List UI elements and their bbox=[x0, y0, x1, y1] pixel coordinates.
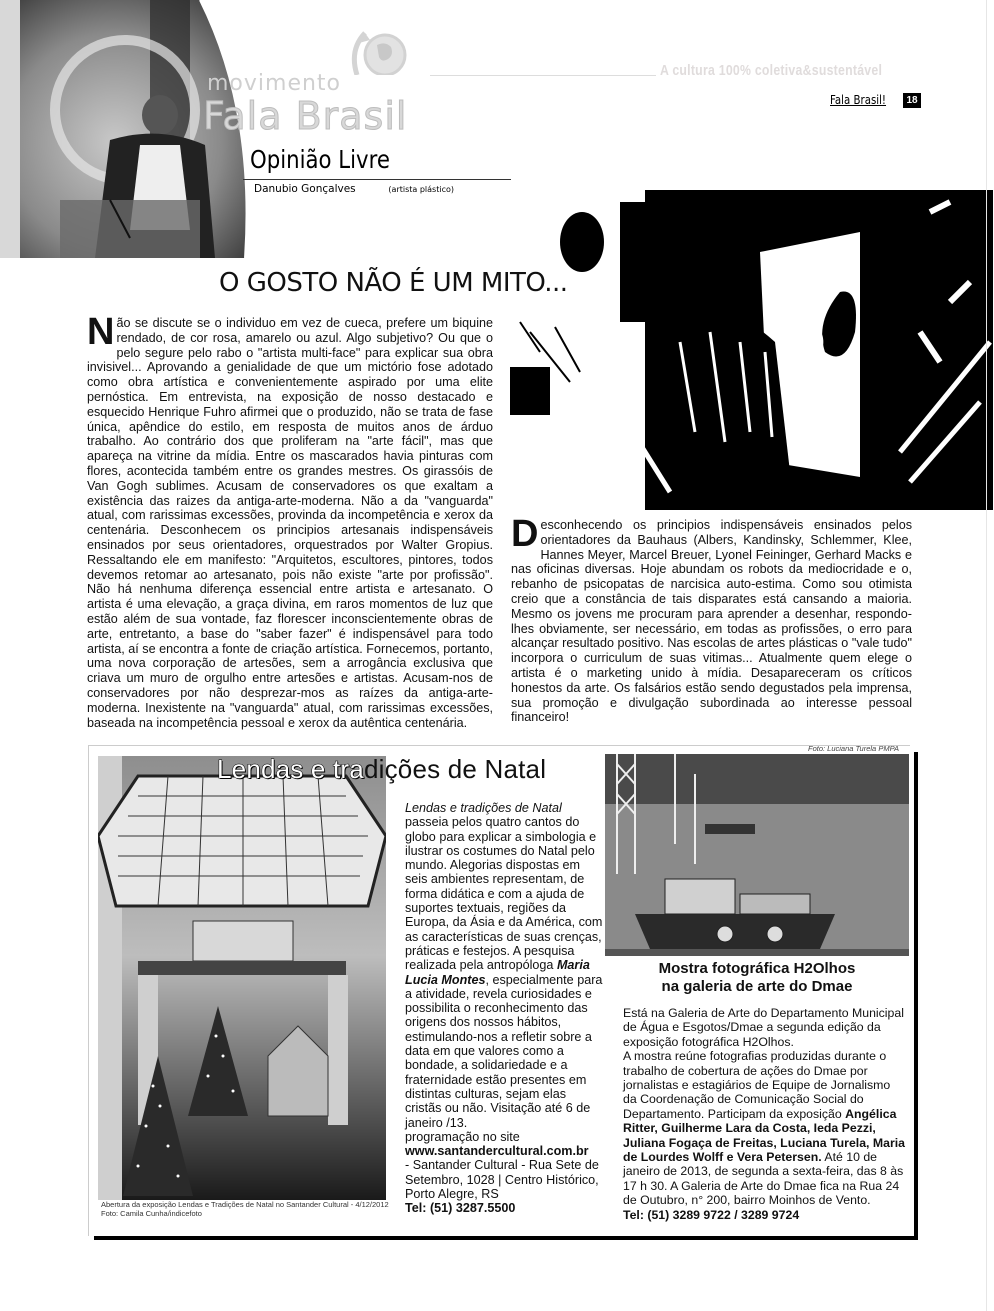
tagline: A cultura 100% coletiva&sustentável bbox=[660, 62, 883, 79]
h2o-title-line-2: na galeria de arte do Dmae bbox=[661, 978, 853, 995]
h2o-title bbox=[605, 960, 909, 996]
logo-movimento: movimento bbox=[207, 71, 342, 96]
anthropologist-name: Maria Lucia Montes bbox=[405, 958, 590, 987]
natal-title bbox=[217, 754, 546, 784]
h2o-body bbox=[623, 1006, 907, 1222]
natal-body bbox=[405, 801, 605, 1216]
h2o-body-1: Está na Galeria de Arte do Departamento Municipal de Água e Esgotos/Dmae a segunda edição da exposição fotográfica H2Olhos. bbox=[623, 1006, 904, 1049]
header-rule bbox=[430, 75, 656, 76]
santander-address: - Santander Cultural - Rua Sete de Setembro, 1028 | Centro Histórico, Porto Alegre, RS bbox=[405, 1158, 599, 1202]
caption-line-1: Abertura da exposição Lendas e Tradições de Natal no Santander Cultural - 4/12/2012 bbox=[101, 1200, 389, 1209]
h2o-photo-credit: Foto: Luciana Turela PMPA bbox=[808, 744, 900, 753]
article-headline: O GOSTO NÃO É UM MITO... bbox=[219, 268, 568, 298]
caption-line-2: Foto: Camila Cunha/indicefoto bbox=[101, 1208, 202, 1218]
logo-globe-icon bbox=[335, 25, 425, 75]
box-shadow-right bbox=[914, 752, 918, 1240]
logo-fala-brasil: Fala Brasil bbox=[203, 94, 408, 138]
article-left-column bbox=[87, 311, 494, 730]
page-number: 18 bbox=[903, 93, 921, 108]
dropcap-d: D bbox=[511, 513, 539, 555]
natal-title-outline: Lendas e tra bbox=[217, 754, 364, 784]
painter-artwork-image bbox=[510, 182, 993, 512]
h2o-phone: Tel: (51) 3289 9722 / 3289 9724 bbox=[623, 1207, 800, 1222]
author-role: (artista plástico) bbox=[388, 185, 454, 194]
h2o-participants: Angélica Ritter, Guilherme Lara da Costa, Ieda Pezzi, Juliana Fogaça de Freitas, Luciana Turela, Maria de Lourdes Wolff e Vera Petersen. bbox=[623, 1106, 906, 1165]
natal-title-solid: dições de Natal bbox=[363, 754, 547, 784]
natal-photo-caption bbox=[101, 1201, 389, 1218]
logo-wordmark bbox=[203, 72, 407, 136]
author-name: Danubio Gonçalves bbox=[254, 183, 356, 195]
article-right-text: esconhecendo os principios indispensáveis ensinados pelos orientadores da Bauhaus (Albers, Kandinsky, Schlemmer, Klee, Hannes Meyer, Marcel Breuer, Lyonel Feininger, Gerhard Macks e nas oficinas diversas. Hoje abundam os robots da mediocridade e o, rebanho de psicopatas de narcisica auto-estima. Como sou otimista creio que a constância de tais disparates está cansando a maioria. Mesmo os jovens me procuram para aprender a desenhar, respondo-lhes obviamente, ser necessário, em todas as profissões, o erro para alcançar resultado positivo. Nas escolas de artes plásticas o "vale tudo" incorpora o curriculum de suas vitimas... Atualmente quem elege o artista é o marketing unido à mídia. Desapareceram os críticos honestos da arte. Os falsários estão sendo degustados pela imprensa, sua promoção e divulgação subordinada ao interesse pessoal financeiro! bbox=[511, 518, 912, 725]
h2o-body-2: A mostra reúne fotografias produzidas durante o trabalho de cobertura de ações do Dmae por jornalistas e estagiários de Equipe de Jornalismo da Coordenação de Comunicação Social do Departamento. Participam da exposição bbox=[623, 1049, 891, 1121]
h2o-title-line-1: Mostra fotográfica H2Olhos bbox=[658, 960, 856, 977]
page-edge bbox=[986, 0, 987, 1311]
program-label: programação no site bbox=[405, 1129, 520, 1144]
natal-body-text-2: , especialmente para a atividade, revela curiosidades e possibilita o reconhecimento das origens dos nossos hábitos, estimulando-nos a refletir sobre a data em que valores como a bondade, a solidariedade e a fraternidade estão presentes em distintas culturas, sejam elas cristãs ou não. Visitação até 6 de janeiro /13. bbox=[405, 972, 603, 1130]
h2o-body-3: Até 10 de janeiro de 2013, de segunda a sexta-feira, das 8 às 17 h 30. A Galeria de Arte do Dmae fica na Rua 24 de Outubro, n° 200, bairro Moinhos de Vento. bbox=[623, 1150, 904, 1208]
section-rule bbox=[243, 179, 511, 180]
section-title: Opinião Livre bbox=[250, 145, 390, 174]
article-right-column bbox=[511, 513, 912, 725]
box-shadow-bottom bbox=[94, 1236, 918, 1240]
natal-body-text-1: passeia pelos quatro cantos do globo para explicar a simbologia e ilustrar os costumes do Natal pelo mundo. Alegorias dispostas em seis ambientes representam, de forma didática e com a ajuda de suportes textuais, regiões da Europa, da Ásia e da América, com as características de suas crenças, práticas e festejos. A pesquisa realizada pela antropóloga bbox=[405, 815, 603, 973]
byline bbox=[254, 183, 510, 196]
publication-name: Fala Brasil! bbox=[830, 93, 887, 107]
dropcap-n: N bbox=[87, 311, 115, 353]
santander-christmas-photo bbox=[98, 756, 386, 1200]
santander-phone: Tel: (51) 3287.5500 bbox=[405, 1201, 516, 1216]
harbor-boat-photo bbox=[605, 754, 909, 956]
article-left-text: ão se discute se o individuo em vez de cueca, prefere um biquine rendado, de cor rosa, amarelo ou azul. Algo subjetivo? Ou que o pelo segure pelo rabo o "artista multi-face" para explicar sua obra invisivel... Aprovando a genialidade de que um mictório fose adotado como obra artística e convenientemente aspirado por uma elite pernóstica. Em entrevista, na exposição de nosso destacado e esquecido Henrique Fuhro afirmei que o produzido, não se trata de fase única, apêndice do estilo, em resposta de muitos anos de árduo trabalho. Ao contrário dos que proliferam na "arte fácil", mas que apareça na vitrine da mídia. Entre os mascarados havia pinturas com flores, acontecida também entre os grandes mestres. Os girassóis de Van Gogh sublimes. Acusam de conservadores os que exaltam a existência das raizes da antiga-arte-moderna. Não a da "vanguarda" atual, com rarissimas excessões, provinda da incompetência e xerox da centenária. Desconhecem os principios artesanais indispensáveis ensinados por seus orientadores, orquestrados por Walter Gropius. Ressaltando ele em manifesto: "Arquitetos, escultores, pintores, todos devemos retomar ao artesanato, pois não existe "arte por profissão". Não há nenhuma diferença essencial entre artista e artesanato. O artista é uma elevação, a graça divina, em raros momentos de luz que estão além de sua vontade, faz florescer inconscientemente obras de arte, entretanto, a base do "saber fazer" é indispensável para todo artista, aí se encontra a fonte de criação artística. Fornecemos, portanto, uma nova corporação de artesões, sem a arrogância exclusiva que criava um muro de orgulho entre artesões e artistas. Acusam-nos de conservadores por não desprezar-mos as raízes da antiga-arte-moderna. Inexistente na "vanguarda" atual, com rarissimas excessões, baseada na incompetência pessoal e xerox da autêntica centenária. bbox=[87, 316, 494, 730]
natal-body-italic: Lendas e tradições de Natal bbox=[405, 801, 562, 815]
santander-website-link[interactable]: www.santandercultural.com.br bbox=[405, 1144, 589, 1159]
